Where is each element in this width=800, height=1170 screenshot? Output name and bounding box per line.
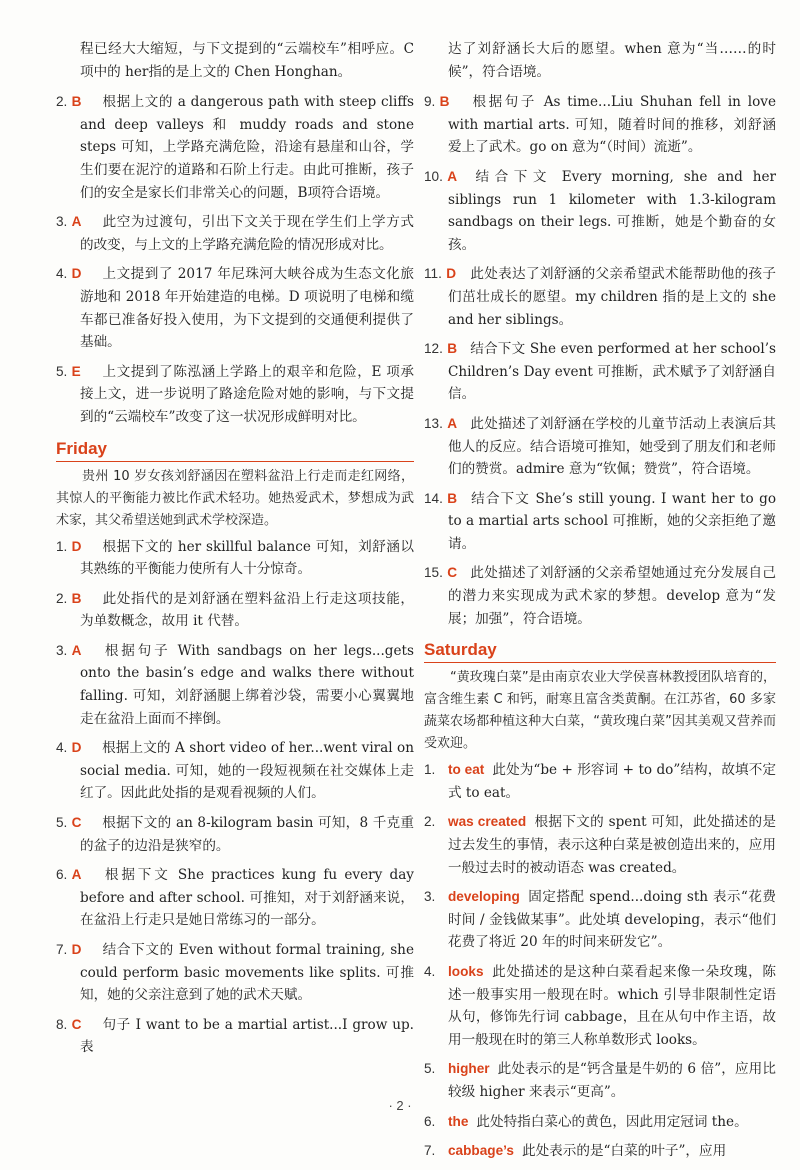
explanation: 此处描述了刘舒涵在学校的儿童节活动上表演后其他人的反应。结合语境可推知，她受到了朋友们和老师们的赞赏。admire 意为“钦佩；赞赏”，符合语境。	[448, 415, 776, 478]
answer-word: the	[448, 1113, 469, 1129]
explanation: 根据上文的 A short video of her...went viral on social media. 可知，她的一段短视频在社交媒体上走红了。因此此处指的是观看视频的人们。	[80, 740, 414, 802]
item-number: 2.	[56, 94, 68, 110]
answer-item	[56, 939, 414, 1007]
item-number: 10.	[424, 168, 443, 184]
answer-item	[424, 1058, 776, 1103]
answer-item	[424, 338, 776, 406]
answer-text	[80, 263, 414, 353]
answer-key: C	[447, 565, 458, 581]
answer-word: cabbage’s	[448, 1143, 514, 1159]
answer-item	[424, 91, 776, 159]
answer-key: D	[446, 266, 457, 282]
explanation: 结合下文 She’s still young. I want her to go to a martial arts school 可推断，她的父亲拒绝了邀请。	[448, 490, 776, 552]
item-number: 2.	[56, 590, 68, 606]
explanation: 此处表示的是“钙含量是牛奶的 6 倍”，应用比较级 higher 来表示“更高”。	[448, 1061, 776, 1100]
answer-text	[448, 1058, 776, 1103]
explanation: 结合下文 She even performed at her school’s Children’s Day event 可推断，武术赋予了刘舒涵自信。	[448, 341, 776, 403]
answer-text	[448, 1140, 776, 1163]
explanation: 根据上文的 a dangerous path with steep cliffs and deep valleys 和 muddy roads and stone steps 可知，上学路充满危险，沿途有悬崖和山谷，学生们要在泥泞的道路和石阶上行走。由此可推断，孩子们的安全是家长们非常关心的问题，B项符合语境。	[80, 94, 414, 201]
answer-word: was created	[448, 814, 527, 830]
answer-text	[80, 939, 414, 1007]
section-title: Friday	[56, 438, 108, 458]
answer-text	[448, 166, 776, 256]
answer-item	[56, 91, 414, 204]
answer-item	[424, 166, 776, 256]
explanation: 此处特指白菜心的黄色，因此用定冠词 the。	[476, 1113, 748, 1130]
section-title: Saturday	[424, 640, 497, 660]
item-number: 11.	[424, 266, 442, 282]
answer-item	[56, 1014, 414, 1059]
answer-text	[80, 1014, 414, 1059]
answer-item	[424, 886, 776, 954]
answer-item	[56, 812, 414, 857]
answer-word: higher	[448, 1061, 490, 1077]
explanation: 根据句子 With sandbags on her legs...gets onto the basin’s edge and walks there without falling. 可知，刘舒涵腿上绑着沙袋，需要小心翼翼地走在盆沿上面而不摔倒。	[80, 642, 414, 727]
answer-text	[80, 812, 414, 857]
answer-key: B	[447, 490, 458, 506]
answer-key: A	[447, 168, 458, 184]
page-number: · 2 ·	[388, 1098, 412, 1113]
answer-item	[424, 811, 776, 879]
answer-text	[80, 361, 414, 429]
answer-item	[56, 536, 414, 581]
answer-item	[424, 1111, 776, 1134]
answer-text	[448, 961, 776, 1051]
answer-key: D	[71, 538, 82, 554]
answer-item	[424, 562, 776, 630]
right-column	[424, 38, 776, 1170]
answer-item	[56, 361, 414, 429]
item-number: 6.	[56, 867, 68, 883]
answer-text	[448, 338, 776, 406]
item-number: 1.	[424, 762, 436, 778]
continuation-paragraph: 达了刘舒涵长大后的愿望。when 意为“当……的时候”，符合语境。	[448, 41, 776, 80]
intro-paragraph: 程已经大大缩短，与下文提到的“云端校车”相呼应。C项中的 her指的是上文的 Chen Honghan。	[80, 41, 414, 80]
explanation: 此空为过渡句，引出下文关于现在学生们上学方式的改变，与上文的上学路充满危险的情况形成对比。	[80, 214, 414, 253]
item-number: 4.	[56, 266, 68, 282]
answer-item	[56, 211, 414, 256]
answer-key: D	[71, 942, 82, 957]
explanation: 固定搭配 spend...doing sth 表示“花费时间 / 金钱做某事”。此处填 developing，表示“他们花费了将近 20 年的时间来研发它”。	[448, 889, 776, 951]
item-number: 9.	[424, 94, 436, 110]
answer-text	[80, 91, 414, 204]
answer-item	[424, 263, 776, 331]
left-column	[56, 38, 414, 1066]
answer-text	[80, 640, 414, 730]
item-number: 6.	[424, 1113, 436, 1129]
answer-key: B	[439, 94, 450, 110]
answer-text	[448, 886, 776, 954]
answer-key: B	[71, 590, 82, 606]
answer-key: D	[71, 740, 82, 756]
answer-key: C	[71, 1016, 82, 1032]
answer-word: developing	[448, 889, 520, 905]
explanation: 根据下文 She practices kung fu every day before and after school. 可推知，对于刘舒涵来说，在盆沿上行走只是她日常练习的一部分。	[80, 867, 414, 929]
explanation: 根据下文的 her skillful balance 可知，刘舒涵以其熟练的平衡能力使所有人十分惊奇。	[80, 538, 414, 578]
answer-text	[448, 759, 776, 804]
explanation: 根据下文的 an 8-kilogram basin 可知，8 千克重的盆子的边沿是狭窄的。	[80, 815, 414, 854]
item-number: 1.	[56, 538, 68, 554]
answer-item	[56, 263, 414, 353]
answer-text	[448, 413, 776, 481]
answer-text	[80, 864, 414, 932]
answer-text	[80, 588, 414, 633]
explanation: 此处描述了刘舒涵的父亲希望她通过充分发展自己的潜力来实现成为武术家的梦想。develop 意为“发展；加强”，符合语境。	[448, 565, 776, 627]
answer-item	[424, 488, 776, 556]
item-number: 5.	[56, 363, 68, 379]
answer-text	[448, 562, 776, 630]
answer-key: A	[71, 642, 82, 658]
section-header-friday	[56, 437, 414, 462]
answer-key: B	[447, 341, 458, 357]
explanation: 上文提到了陈泓涵上学路上的艰辛和危险，E 项承接上文，进一步说明了路途危险对她的影响，与下文提到的“云端校车”改变了这一状况形成鲜明对比。	[80, 363, 414, 425]
item-number: 5.	[424, 1061, 436, 1077]
item-number: 2.	[424, 814, 436, 830]
explanation: 根据下文的 spent 可知，此处描述的是过去发生的事情，表示这种白菜是被创造出来的，应用一般过去时的被动语态 was created。	[448, 814, 776, 876]
item-number: 15.	[424, 565, 443, 581]
answer-item	[424, 961, 776, 1051]
item-number: 4.	[56, 740, 68, 756]
answer-key: A	[447, 415, 458, 431]
answer-item	[56, 864, 414, 932]
answer-word: to eat	[448, 762, 485, 778]
answer-text	[448, 91, 776, 159]
item-number: 13.	[424, 415, 443, 431]
section-summary: 贵州 10 岁女孩刘舒涵因在塑料盆沿上行走而走红网络，其惊人的平衡能力被比作武术轻功。她热爱武术，梦想成为武术家，其父希望送她到武术学校深造。	[56, 468, 414, 528]
explanation: 此处描述的是这种白菜看起来像一朵玫瑰，陈述一般事实用一般现在时。which 引导非限制性定语从句，修饰先行词 cabbage，且在从句中作主语，故用一般现在时的第三人称单数形式 looks。	[448, 964, 776, 1048]
answer-item	[56, 640, 414, 730]
answer-text	[448, 488, 776, 556]
section-summary: “黄玫瑰白菜”是由南京农业大学侯喜林教授团队培育的，富含维生素 C 和钙，耐寒且富含类黄酮。在江苏省，60 多家蔬菜农场都种植这种大白菜，“黄玫瑰白菜”因其美观又营养而受欢迎。	[424, 670, 776, 752]
item-number: 7.	[56, 942, 68, 957]
section-header-saturday	[424, 638, 776, 663]
explanation: 根据句子 As time...Liu Shuhan fell in love with martial arts. 可知，随着时间的推移，刘舒涵爱上了武术。go on 意为“（时间）流逝”。	[448, 94, 776, 156]
answer-word: looks	[448, 964, 484, 979]
explanation: 此处表达了刘舒涵的父亲希望武术能帮助他的孩子们茁壮成长的愿望。my children 指的是上文的 she and her siblings。	[448, 266, 776, 328]
answer-key: D	[71, 266, 82, 282]
item-number: 7.	[424, 1143, 436, 1159]
answer-item	[424, 1140, 776, 1163]
explanation: 此处表示的是“白菜的叶子”，应用	[521, 1143, 727, 1160]
explanation: 上文提到了 2017 年尼珠河大峡谷成为生态文化旅游地和 2018 年开始建造的电梯。D 项说明了电梯和缆车都已准备好投入使用，为下文提到的交通便利提供了基础。	[80, 266, 414, 351]
explanation: 此处指代的是刘舒涵在塑料盆沿上行走这项技能，为单数概念，故用 it 代替。	[80, 590, 414, 630]
answer-text	[80, 211, 414, 256]
answer-text	[80, 737, 414, 805]
item-number: 3.	[56, 642, 68, 658]
item-number: 14.	[424, 490, 443, 506]
answer-item	[56, 588, 414, 633]
item-number: 4.	[424, 964, 436, 979]
answer-key: E	[71, 363, 81, 379]
item-number: 12.	[424, 341, 443, 357]
answer-item	[424, 413, 776, 481]
answer-text	[80, 536, 414, 581]
answer-key: A	[71, 214, 82, 230]
item-number: 3.	[424, 889, 436, 905]
item-number: 8.	[56, 1016, 68, 1032]
explanation: 此处为“be + 形容词 + to do”结构，故填不定式 to eat。	[448, 762, 776, 801]
explanation: 句子 I want to be a martial artist...I grow up. 表	[80, 1016, 414, 1056]
answer-text	[448, 811, 776, 879]
explanation: 结合下文 Every morning, she and her siblings run 1 kilometer with 1.3-kilogram sandbags on their legs. 可推断，她是个勤奋的女孩。	[448, 168, 776, 253]
explanation: 结合下文的 Even without formal training, she could perform basic movements like splits. 可推知，她的父亲注意到了她的武术天赋。	[80, 942, 414, 1004]
answer-key: B	[71, 94, 82, 110]
answer-text	[448, 263, 776, 331]
answer-item	[424, 759, 776, 804]
answer-text	[448, 1111, 776, 1134]
item-number: 5.	[56, 815, 68, 831]
answer-key: A	[71, 867, 82, 883]
item-number: 3.	[56, 214, 68, 230]
answer-key: C	[71, 815, 82, 831]
answer-item	[56, 737, 414, 805]
